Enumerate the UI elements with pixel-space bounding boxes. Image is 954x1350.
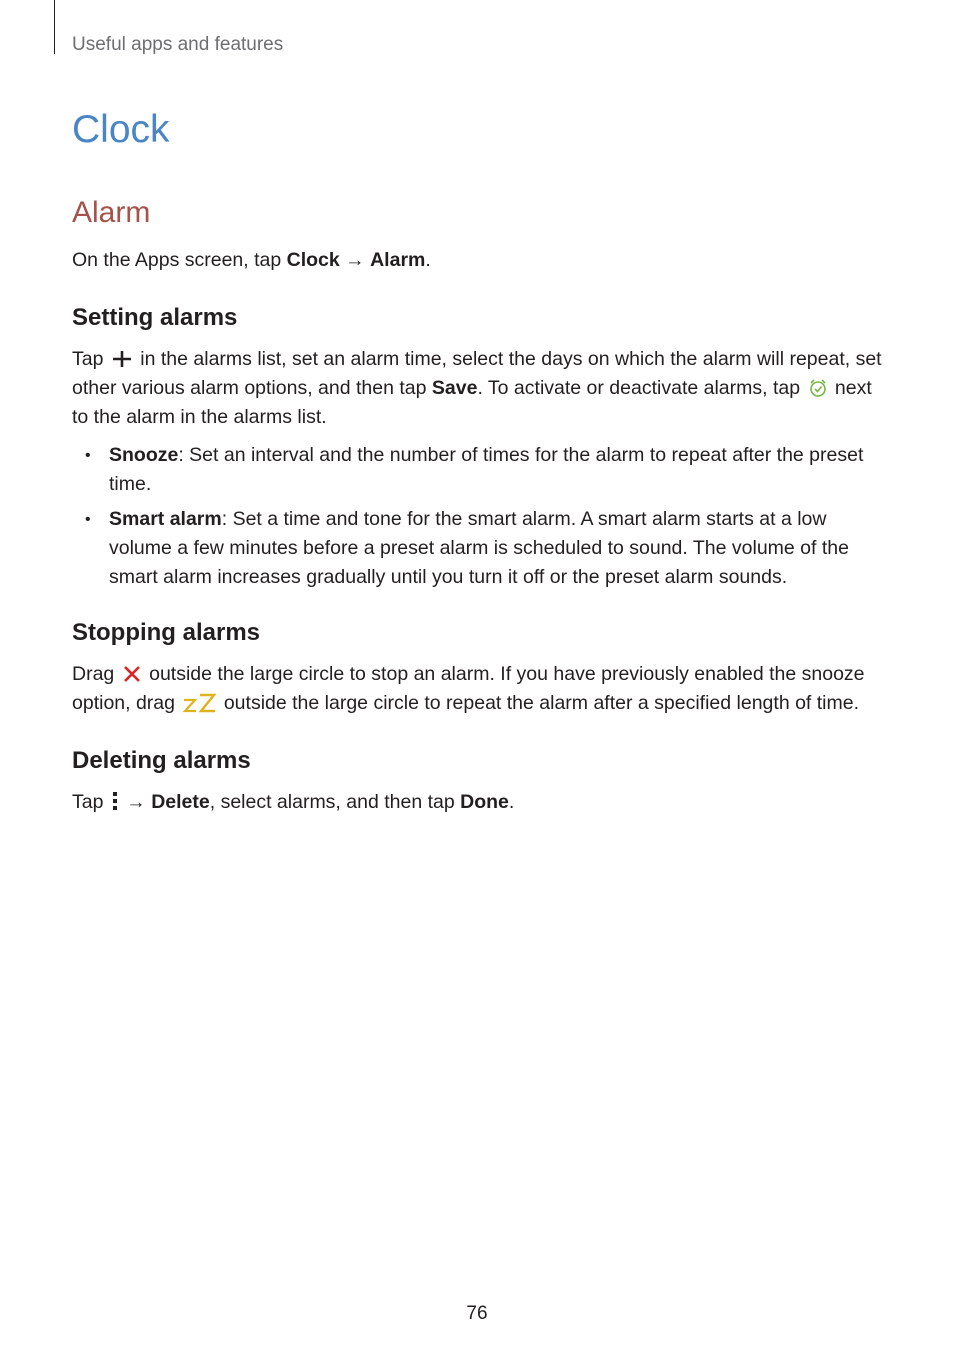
setting-line-2-text-a: other various alarm options, and then tap — [72, 377, 432, 399]
intro-alarm: Alarm — [370, 249, 426, 271]
intro-text: On the Apps screen, tap — [72, 249, 287, 271]
deleting-delete: Delete — [151, 791, 210, 813]
alarm-intro — [72, 246, 872, 275]
stopping-line-2-text-a: option, drag — [72, 692, 181, 714]
stopping-line-1-text-b: outside the large circle to stop an alarm. If you have previously enabled the snooze — [143, 663, 865, 685]
snooze-zz-icon — [182, 693, 216, 713]
bullet-smart-alarm — [72, 505, 872, 592]
deleting-arrow: → — [120, 791, 152, 813]
stopping-paragraph — [72, 660, 872, 718]
bullet-text: : Set an interval and the number of times for the alarm to repeat after the preset time. — [109, 444, 864, 495]
intro-arrow: → — [339, 249, 371, 271]
setting-line-1 — [72, 348, 882, 370]
deleting-done: Done — [460, 791, 509, 813]
bullet-dot: • — [85, 511, 91, 528]
setting-line-1-text-b: in the alarms list, set an alarm time, select the days on which the alarm will repeat, set — [134, 348, 882, 370]
setting-line-2-text-b: . To activate or deactivate alarms, tap — [477, 377, 806, 399]
bullet-snooze — [72, 441, 872, 499]
bullet-term: Snooze — [109, 444, 179, 466]
heading-stopping-alarms: Stopping alarms — [72, 619, 261, 646]
close-x-icon — [122, 664, 142, 684]
deleting-text-a: Tap — [72, 791, 109, 813]
stopping-line-2-text-b: outside the large circle to repeat the alarm after a specified length of time. — [218, 692, 860, 714]
intro-clock: Clock — [286, 249, 340, 271]
bullet-term: Smart alarm — [109, 508, 222, 530]
setting-save: Save — [431, 377, 478, 399]
section-title-alarm: Alarm — [72, 196, 151, 229]
stopping-line-1-text-a: Drag — [72, 663, 120, 685]
deleting-text-c: . — [508, 791, 515, 813]
heading-setting-alarms: Setting alarms — [72, 304, 238, 331]
setting-line-2-text-c: next — [829, 377, 872, 399]
bullet-dot: • — [85, 447, 91, 464]
intro-end: . — [425, 249, 431, 271]
setting-line-1-text-a: Tap — [72, 348, 109, 370]
setting-line-3: to the alarm in the alarms list. — [72, 406, 327, 428]
heading-deleting-alarms: Deleting alarms — [72, 747, 251, 774]
page-title: Clock — [72, 108, 170, 151]
margin-rule — [54, 0, 55, 54]
setting-paragraph — [72, 345, 882, 432]
deleting-paragraph — [72, 788, 872, 817]
page-number: 76 — [466, 1303, 488, 1324]
stopping-line-2 — [72, 692, 859, 714]
setting-bullet-list — [72, 441, 872, 592]
setting-line-2 — [72, 377, 872, 399]
alarm-clock-icon — [808, 378, 828, 398]
bullet-text: : Set a time and tone for the smart alarm. A smart alarm starts at a low volume a few minutes before a preset alarm is scheduled to sound. The volume of the smart alarm increases gradually until you turn it off or the preset alarm sounds. — [109, 508, 849, 588]
more-options-icon — [111, 790, 119, 812]
stopping-line-1 — [72, 663, 865, 685]
running-head: Useful apps and features — [72, 34, 284, 55]
plus-icon — [111, 349, 133, 369]
deleting-text-b: , select alarms, and then tap — [209, 791, 461, 813]
